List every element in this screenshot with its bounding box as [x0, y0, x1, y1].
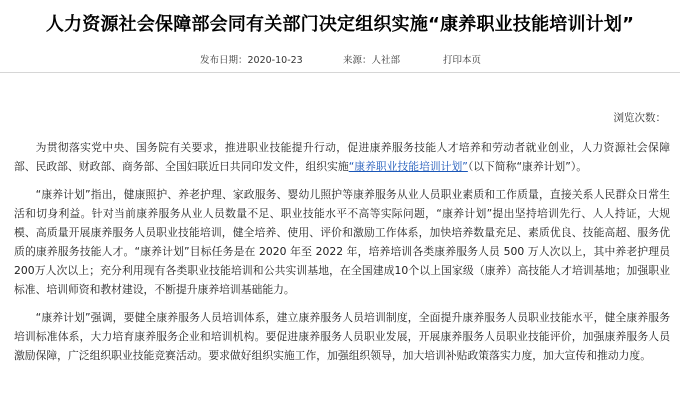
view-count: 浏览次数：	[613, 112, 666, 124]
paragraph-intro-tail: （以下简称“康养计划”）。	[467, 160, 588, 173]
article-title: 人力资源社会保障部会同有关部门决定组织实施“康养职业技能培训计划”	[45, 14, 635, 35]
plan-link[interactable]: “康养职业技能培训计划”	[348, 160, 468, 173]
paragraph-requirements: “康养计划”强调，要健全康养服务人员培训体系，建立康养服务人员培训制度，全面提升康养服务人员职业技能水平，健全康养服务培训标准体系，大力培育康养服务企业和培训机构。要促进康养服务人员职业发展，开展康养服务人员职业技能评价，加强康养服务人员激励保障，广泛组织职业技能竞赛活动。要求做好组织实施工作，加强组织领导，加大培训补贴政策落实力度，加大宣传和推动力度。	[14, 311, 670, 362]
article-meta-bar	[0, 52, 680, 68]
paragraph-intro	[14, 138, 670, 176]
paragraph-goals: “康养计划”指出，健康照护、养老护理、家政服务、婴幼儿照护等康养服务从业人员职业素质和工作质量，直接关系人民群众日常生活和切身利益。针对当前康养服务从业人员数量不足、职业技能水平不高等实际问题，“康养计划”提出坚持培训先行、人人持证，大规模、高质量开展康养服务人员职业技能培训，健全培养、使用、评价和激励工作体系，加快培养数量充足、素质优良、技能高超、服务优质的康养服务技能人才。“康养计划”目标任务是在 2020 年至 2022 年，培养培训各类康养服务人员 500 万人次以上，其中养老护理员 200万人次以上；充分利用现有各类职业技能培训和公共实训基地，在全国建成10个以上国家级（康养）高技能人才培训基地；加强职业标准、培训师资和教材建设，不断提升康养培训基础能力。	[14, 188, 670, 296]
title-divider	[0, 72, 680, 73]
article-source: 来源：人社部	[343, 55, 401, 66]
print-page-link[interactable]: 打印本页	[443, 55, 482, 66]
publish-date: 发布日期：2020-10-23	[200, 55, 303, 66]
paragraph-intro-text: 为贯彻落实党中央、国务院有关要求，推进职业技能提升行动，促进康养服务技能人才培养和劳动者就业创业，人力资源社会保障部、民政部、财政部、商务部、全国妇联近日共同印发文件，组织实施	[14, 141, 670, 173]
article-body	[14, 138, 670, 374]
